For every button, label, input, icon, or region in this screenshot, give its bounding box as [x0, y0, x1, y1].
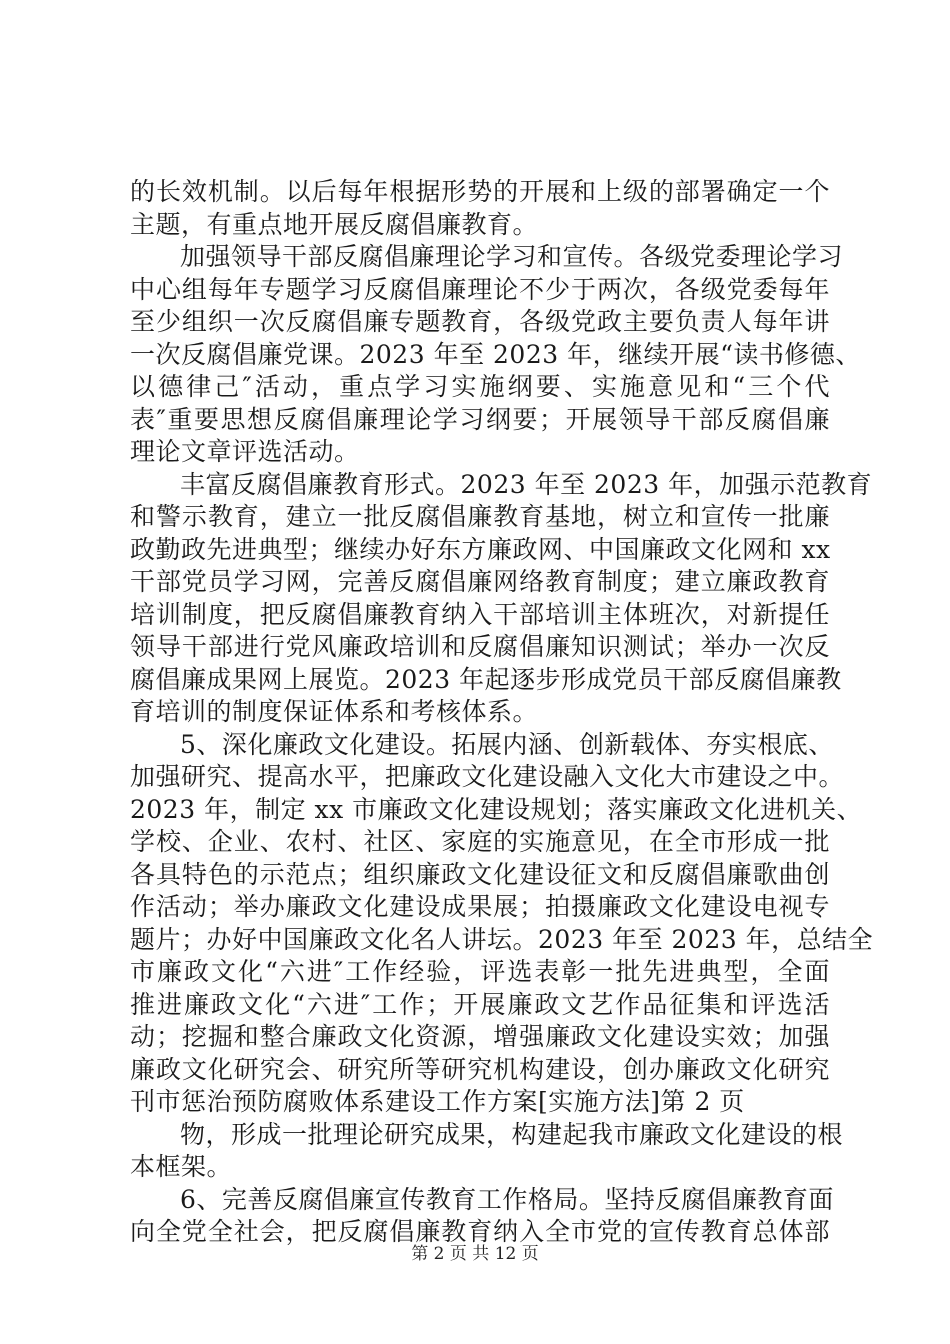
text-line: 学校、企业、农村、社区、家庭的实施意见，在全市形成一批 [130, 827, 830, 856]
text-line: 推进廉政文化“六进″工作；开展廉政文艺作品征集和评选活 [130, 989, 830, 1019]
paragraph [130, 241, 861, 469]
paragraph [130, 1184, 834, 1249]
text-line: 物，形成一批理论研究成果，构建起我市廉政文化建设的根 [180, 1119, 844, 1149]
text-line: 培训制度，把反腐倡廉教育纳入干部培训主体班次，对新提任 [130, 599, 830, 629]
page-footer: 第 2 页 共 12 页 [411, 1244, 539, 1264]
paragraph [130, 1119, 844, 1184]
text-line: 以德律己″活动，重点学习实施纲要、实施意见和“三个代 [130, 372, 830, 401]
text-line: 2023 年，制定 xx 市廉政文化建设规划；落实廉政文化进机关、 [130, 794, 863, 824]
text-line: 丰富反腐倡廉教育形式。2023 年至 2023 年，加强示范教育 [180, 469, 873, 499]
text-line: 表″重要思想反腐倡廉理论学习纲要；开展领导干部反腐倡廉 [130, 404, 830, 434]
text-line: 5、深化廉政文化建设。拓展内涵、创新载体、夯实根底、 [180, 729, 834, 759]
text-line: 干部党员学习网，完善反腐倡廉网络教育制度；建立廉政教育 [130, 567, 830, 596]
text-line: 至少组织一次反腐倡廉专题教育，各级党政主要负责人每年讲 [130, 307, 830, 336]
text-line: 本框架。 [130, 1152, 233, 1181]
text-line: 加强领导干部反腐倡廉理论学习和宣传。各级党委理论学习 [180, 242, 844, 271]
text-line: 领导干部进行党风廉政培训和反腐倡廉知识测试；举办一次反 [130, 632, 830, 661]
text-line: 6、完善反腐倡廉宣传教育工作格局。坚持反腐倡廉教育面 [180, 1184, 834, 1214]
text-line: 的长效机制。以后每年根据形势的开展和上级的部署确定一个 [130, 177, 830, 206]
document-body [130, 176, 874, 1249]
paragraph [130, 469, 873, 729]
text-line: 动；挖掘和整合廉政文化资源，增强廉政文化建设实效；加强 [130, 1022, 830, 1051]
text-line: 理论文章评选活动。 [130, 437, 360, 466]
text-line: 刊市惩治预防腐败体系建设工作方案[实施方法]第 2 页 [130, 1087, 745, 1116]
paragraph [130, 176, 830, 241]
text-line: 题片；办好中国廉政文化名人讲坛。2023 年至 2023 年，总结全 [130, 924, 874, 954]
text-line: 主题，有重点地开展反腐倡廉教育。 [130, 209, 539, 239]
text-line: 和警示教育，建立一批反腐倡廉教育基地，树立和宣传一批廉 [130, 502, 830, 531]
text-line: 中心组每年专题学习反腐倡廉理论不少于两次，各级党委每年 [130, 274, 830, 304]
text-line: 一次反腐倡廉党课。2023 年至 2023 年，继续开展“读书修德、 [130, 339, 861, 369]
text-line: 市廉政文化“六进″工作经验，评选表彰一批先进典型，全面 [130, 957, 830, 986]
text-line: 腐倡廉成果网上展览。2023 年起逐步形成党员干部反腐倡廉教 [130, 664, 842, 694]
text-line: 廉政文化研究会、研究所等研究机构建设，创办廉政文化研究 [130, 1054, 830, 1084]
text-line: 向全党全社会，把反腐倡廉教育纳入全市党的宣传教育总体部 [130, 1217, 830, 1246]
text-line: 政勤政先进典型；继续办好东方廉政网、中国廉政文化网和 xx [130, 534, 831, 564]
text-line: 育培训的制度保证体系和考核体系。 [130, 697, 539, 726]
text-line: 加强研究、提高水平，把廉政文化建设融入文化大市建设之中。 [130, 762, 845, 791]
text-line: 作活动；举办廉政文化建设成果展；拍摄廉政文化建设电视专 [130, 892, 830, 921]
paragraph [130, 729, 874, 1119]
text-line: 各具特色的示范点；组织廉政文化建设征文和反腐倡廉歌曲创 [130, 859, 830, 889]
